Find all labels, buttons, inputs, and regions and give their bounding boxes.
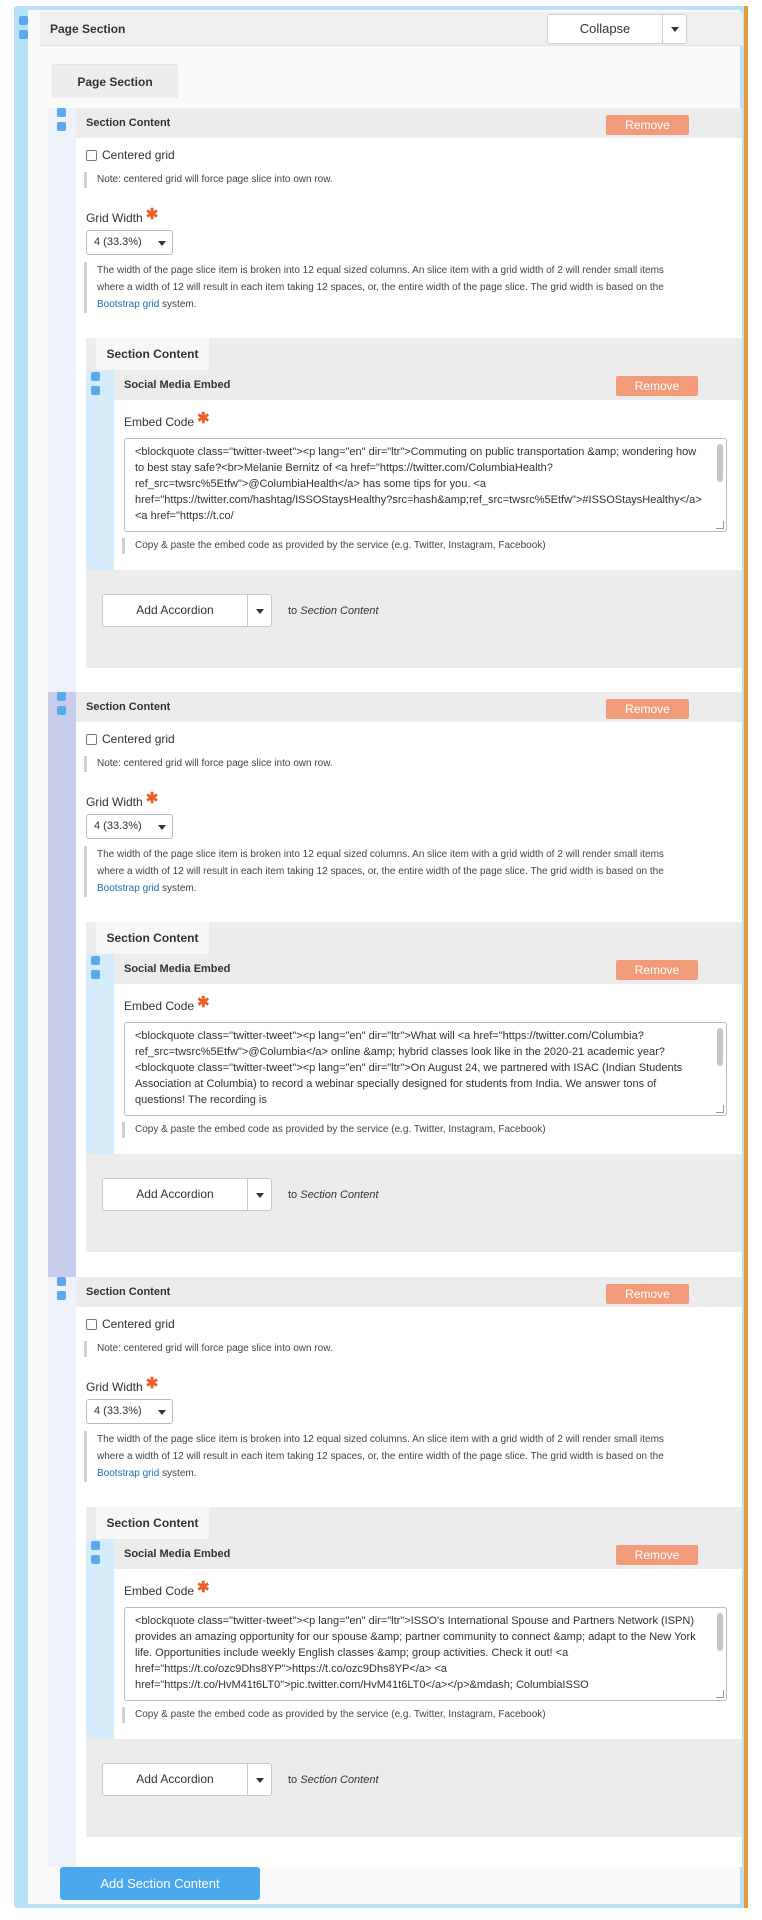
active-accent-bar xyxy=(744,6,748,1908)
drag-handle-icon[interactable] xyxy=(19,16,29,44)
grid-width-value[interactable]: 4 (33.3%) xyxy=(94,236,142,248)
add-accordion-caret[interactable] xyxy=(247,595,271,626)
to-prefix: to xyxy=(288,605,298,617)
required-asterisk-icon: ✱ xyxy=(197,1579,210,1596)
accordion-target-text xyxy=(288,605,379,617)
textarea-scrollbar[interactable] xyxy=(717,1028,723,1066)
bootstrap-grid-link[interactable]: Bootstrap grid xyxy=(97,299,160,310)
accordion-target-text xyxy=(288,1189,379,1201)
grid-width-value[interactable]: 4 (33.3%) xyxy=(94,820,142,832)
section-content-body xyxy=(76,722,742,1282)
add-accordion-caret[interactable] xyxy=(247,1179,271,1210)
grid-help-line2: where a width of 12 will result in each item taking 12 spaces, or, the entire width of the page slice. The grid width is based on the xyxy=(97,282,664,293)
inner-section-content-tab[interactable]: Section Content xyxy=(96,1507,209,1539)
embed-band xyxy=(86,954,742,1154)
centered-grid-row[interactable] xyxy=(86,732,175,746)
remove-embed-button[interactable]: Remove xyxy=(616,376,698,396)
embed-code-textarea[interactable] xyxy=(124,1022,727,1116)
to-prefix: to xyxy=(288,1774,298,1786)
drag-handle-icon[interactable] xyxy=(91,1541,101,1569)
remove-embed-button[interactable]: Remove xyxy=(616,960,698,980)
section-content-header xyxy=(76,1277,742,1307)
section-band xyxy=(48,108,76,698)
section-content-header xyxy=(76,108,742,138)
section-band xyxy=(48,692,76,1282)
social-media-embed-title: Social Media Embed xyxy=(124,963,231,975)
embed-code-help: Copy & paste the embed code as provided by the service (e.g. Twitter, Instagram, Facebook) xyxy=(122,1707,546,1723)
to-target: Section Content xyxy=(300,605,379,617)
section-content-title: Section Content xyxy=(86,1286,171,1298)
chevron-down-icon xyxy=(256,1193,264,1198)
embed-code-value[interactable]: <blockquote class="twitter-tweet"><p lang="en" dir="ltr">What will <a href="https://twitter.com/Columbia?ref_src=twsrc%5Etfw">@Columbia</a> online &amp; hybrid classes look like in the 2020-21 academic year? <blockquote class="twitter-tweet"><p lang="en" dir="ltr">On August 24, we partnered with ISAC (Indian Students Association at Columbia) to record a webinar specially designed for students from India. We answer tons of questions! The recording is xyxy=(135,1030,683,1106)
social-media-embed-title: Social Media Embed xyxy=(124,1548,231,1560)
drag-handle-icon[interactable] xyxy=(91,956,101,984)
embed-code-textarea[interactable] xyxy=(124,438,727,532)
social-media-embed-body xyxy=(114,1569,742,1739)
resize-grip-icon[interactable] xyxy=(716,1105,724,1113)
embed-code-label-text: Embed Code xyxy=(124,999,195,1013)
page-section-title: Page Section xyxy=(50,22,126,36)
centered-grid-checkbox[interactable] xyxy=(86,734,97,745)
embed-code-help: Copy & paste the embed code as provided by the service (e.g. Twitter, Instagram, Facebook) xyxy=(122,538,546,554)
collapse-label[interactable]: Collapse xyxy=(579,21,631,36)
bootstrap-grid-link[interactable]: Bootstrap grid xyxy=(97,1468,160,1479)
required-asterisk-icon: ✱ xyxy=(145,206,159,223)
section-content-title: Section Content xyxy=(86,701,171,713)
chevron-down-icon xyxy=(158,825,166,830)
centered-grid-label[interactable]: Centered grid xyxy=(102,732,175,746)
to-target: Section Content xyxy=(300,1774,379,1786)
drag-handle-icon[interactable] xyxy=(57,108,67,136)
chevron-down-icon xyxy=(671,27,679,32)
embed-band xyxy=(86,1539,742,1739)
embed-band xyxy=(86,370,742,570)
embed-code-label-text: Embed Code xyxy=(124,1584,195,1598)
required-asterisk-icon: ✱ xyxy=(197,410,210,427)
grid-help-line1: The width of the page slice item is broken into 12 equal sized columns. An slice item with a grid width of 2 will render small items xyxy=(97,849,664,860)
section-content-body xyxy=(76,1307,742,1867)
centered-grid-note: Note: centered grid will force page slice into own row. xyxy=(84,756,333,772)
remove-section-button[interactable]: Remove xyxy=(606,699,689,719)
grid-help-suffix: system. xyxy=(159,299,197,310)
chevron-down-icon xyxy=(158,241,166,246)
resize-grip-icon[interactable] xyxy=(716,521,724,529)
centered-grid-label[interactable]: Centered grid xyxy=(102,148,175,162)
required-asterisk-icon: ✱ xyxy=(145,790,159,807)
embed-code-textarea[interactable] xyxy=(124,1607,727,1701)
to-prefix: to xyxy=(288,1189,298,1201)
embed-code-label xyxy=(124,1581,210,1599)
grid-width-select[interactable] xyxy=(86,230,173,255)
centered-grid-note: Note: centered grid will force page slice into own row. xyxy=(84,172,333,188)
drag-handle-icon[interactable] xyxy=(57,692,67,720)
section-content-body xyxy=(76,138,742,698)
to-target: Section Content xyxy=(300,1189,379,1201)
social-media-embed-header xyxy=(114,954,742,984)
required-asterisk-icon: ✱ xyxy=(197,994,210,1011)
add-accordion-dropdown[interactable] xyxy=(102,594,272,627)
grid-help-suffix: system. xyxy=(159,1468,197,1479)
centered-grid-checkbox[interactable] xyxy=(86,1319,97,1330)
embed-code-value[interactable]: <blockquote class="twitter-tweet"><p lang="en" dir="ltr">Commuting on public transportation &amp; wondering how to best stay safe?<br>Melanie Bernitz of <a href="https://twitter.com/ColumbiaHealth?ref_src=twsrc%5Etfw">@ColumbiaHealth</a> has some tips for you. <a href="https://twitter.com/hashtag/ISSOStaysHealthy?src=hash&amp;ref_src=twsrc%5Etfw">#ISSOStaysHealthy</a> <a href="https://t.co/ xyxy=(135,446,702,522)
embed-code-label xyxy=(124,412,210,430)
social-media-embed-body xyxy=(114,984,742,1154)
grid-width-select[interactable] xyxy=(86,1399,173,1424)
collapse-dropdown[interactable] xyxy=(547,14,687,44)
drag-handle-icon[interactable] xyxy=(57,1277,67,1305)
inner-section-content-area xyxy=(86,338,742,668)
section-content-header xyxy=(76,692,742,722)
textarea-scrollbar[interactable] xyxy=(717,444,723,482)
grid-width-label-text: Grid Width xyxy=(86,795,143,809)
add-accordion-label[interactable]: Add Accordion xyxy=(136,1772,214,1786)
embed-code-help: Copy & paste the embed code as provided by the service (e.g. Twitter, Instagram, Facebook) xyxy=(122,1122,546,1138)
grid-width-help xyxy=(84,846,734,897)
section-content-title: Section Content xyxy=(86,117,171,129)
collapse-caret[interactable] xyxy=(662,15,686,43)
grid-help-suffix: system. xyxy=(159,883,197,894)
grid-width-label-text: Grid Width xyxy=(86,211,143,225)
social-media-embed-title: Social Media Embed xyxy=(124,379,231,391)
inner-section-content-area xyxy=(86,922,742,1252)
grid-width-help xyxy=(84,262,734,313)
textarea-scrollbar[interactable] xyxy=(717,1613,723,1651)
add-accordion-label[interactable]: Add Accordion xyxy=(136,603,214,617)
grid-help-line1: The width of the page slice item is broken into 12 equal sized columns. An slice item with a grid width of 2 will render small items xyxy=(97,265,664,276)
section-band xyxy=(48,1277,76,1867)
centered-grid-row[interactable] xyxy=(86,1317,175,1331)
section-content-block xyxy=(48,1277,742,1867)
section-content-block xyxy=(48,108,742,698)
section-content-block xyxy=(48,692,742,1282)
grid-width-label xyxy=(86,792,158,810)
remove-section-button[interactable]: Remove xyxy=(606,115,689,135)
grid-help-line2: where a width of 12 will result in each item taking 12 spaces, or, the entire width of the page slice. The grid width is based on the xyxy=(97,866,664,877)
grid-width-select[interactable] xyxy=(86,814,173,839)
centered-grid-note: Note: centered grid will force page slice into own row. xyxy=(84,1341,333,1357)
social-media-embed-header xyxy=(114,1539,742,1569)
grid-width-label xyxy=(86,208,158,226)
grid-width-value[interactable]: 4 (33.3%) xyxy=(94,1405,142,1417)
bootstrap-grid-link[interactable]: Bootstrap grid xyxy=(97,883,160,894)
centered-grid-checkbox[interactable] xyxy=(86,150,97,161)
remove-section-button[interactable]: Remove xyxy=(606,1284,689,1304)
grid-help-line2: where a width of 12 will result in each item taking 12 spaces, or, the entire width of the page slice. The grid width is based on the xyxy=(97,1451,664,1462)
social-media-embed-body xyxy=(114,400,742,570)
add-accordion-label[interactable]: Add Accordion xyxy=(136,1187,214,1201)
chevron-down-icon xyxy=(256,1778,264,1783)
required-asterisk-icon: ✱ xyxy=(145,1375,159,1392)
drag-handle-icon[interactable] xyxy=(91,372,101,400)
accordion-target-text xyxy=(288,1774,379,1786)
social-media-embed-header xyxy=(114,370,742,400)
add-section-content-button[interactable]: Add Section Content xyxy=(60,1867,260,1900)
page-section-tab[interactable]: Page Section xyxy=(52,64,178,98)
inner-section-content-area xyxy=(86,1507,742,1837)
chevron-down-icon xyxy=(158,1410,166,1415)
resize-grip-icon[interactable] xyxy=(716,1690,724,1698)
grid-width-label-text: Grid Width xyxy=(86,1380,143,1394)
embed-code-label xyxy=(124,996,210,1014)
centered-grid-row[interactable] xyxy=(86,148,175,162)
remove-embed-button[interactable]: Remove xyxy=(616,1545,698,1565)
centered-grid-label[interactable]: Centered grid xyxy=(102,1317,175,1331)
embed-code-label-text: Embed Code xyxy=(124,415,195,429)
inner-section-content-tab[interactable]: Section Content xyxy=(96,922,209,954)
grid-width-help xyxy=(84,1431,734,1482)
embed-code-value[interactable]: <blockquote class="twitter-tweet"><p lang="en" dir="ltr">ISSO's International Spouse and Partners Network (ISPN) provides an amazing opportunity for our spouse &amp; partner community to connect &amp; adapt to the New York life. Opportunities include weekly English classes &amp; group activities. Check it out! <a href="https://t.co/ozc9Dhs8YP">https://t.co/ozc9Dhs8YP</a> <a href="https://t.co/HvM41t6LT0">pic.twitter.com/HvM41t6LT0</a></p>&mdash; ColumbiaISSO xyxy=(135,1615,696,1691)
add-accordion-caret[interactable] xyxy=(247,1764,271,1795)
add-accordion-dropdown[interactable] xyxy=(102,1178,272,1211)
grid-width-label xyxy=(86,1377,158,1395)
grid-help-line1: The width of the page slice item is broken into 12 equal sized columns. An slice item with a grid width of 2 will render small items xyxy=(97,1434,664,1445)
add-accordion-dropdown[interactable] xyxy=(102,1763,272,1796)
chevron-down-icon xyxy=(256,609,264,614)
inner-section-content-tab[interactable]: Section Content xyxy=(96,338,209,370)
